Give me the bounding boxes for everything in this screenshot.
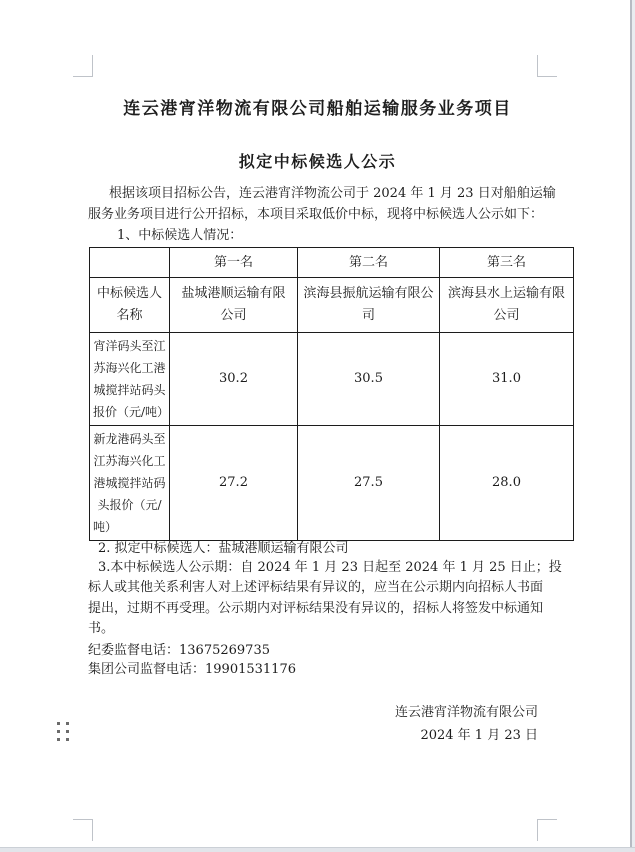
item3-line-4: 书。 — [88, 621, 115, 637]
header-cell-second-place: 第二名 — [298, 248, 440, 278]
price-xiaoyang-candidate-1: 30.2 — [170, 333, 298, 426]
list-item-3-paragraph — [88, 558, 568, 640]
table-header-row — [90, 248, 574, 278]
intro-line-2: 服务业务项目进行公开招标，本项目采取低价中标，现将中标候选人公示如下： — [88, 207, 544, 222]
object-anchor-handle[interactable] — [57, 722, 69, 741]
list-item-2: 2. 拟定中标候选人：盐城港顺运输有限公司 — [98, 541, 349, 556]
list-item-1: 1、中标候选人情况： — [117, 228, 243, 243]
document-subtitle: 拟定中标候选人公示 — [238, 152, 397, 171]
group-phone: 集团公司监督电话：19901531176 — [88, 661, 296, 677]
text-boundary-mark-bottom-right — [537, 819, 557, 841]
item3-line-1: 3.本中标候选人公示期：自 2024 年 1 月 23 日起至 2024 年 1 月 25 日止；投 — [98, 560, 562, 575]
row-label-candidate-name: 中标候选人名称 — [90, 278, 170, 333]
text-boundary-mark-top-right — [537, 55, 557, 77]
window-bottom-edge — [0, 847, 635, 852]
price-xinlonggang-candidate-2: 27.5 — [298, 426, 440, 541]
row-label-price-xinlonggang: 新龙港码头至江苏海兴化工港城搅拌站码头报价（元/吨） — [90, 426, 170, 541]
intro-paragraph — [88, 183, 568, 246]
item3-line-2: 标人或其他关系利害人对上述评标结果有异议的，应当在公示期内向招标人书面 — [88, 580, 544, 596]
price-xiaoyang-candidate-2: 30.5 — [298, 333, 440, 426]
item3-line-3: 提出，过期不再受理。公示期内对评标结果没有异议的，招标人将签发中标通知 — [88, 600, 544, 616]
window-right-edge — [630, 0, 635, 852]
text-boundary-mark-top-left — [73, 55, 93, 77]
supervision-phones — [88, 642, 568, 679]
signature-date: 2024 年 1 月 23 日 — [420, 728, 538, 743]
price-xiaoyang-candidate-3: 31.0 — [440, 333, 574, 426]
header-cell-empty — [90, 248, 170, 278]
header-cell-first-place: 第一名 — [170, 248, 298, 278]
candidate-2-name: 滨海县振航运输有限公司 — [298, 278, 440, 333]
price-xinlonggang-candidate-3: 28.0 — [440, 426, 574, 541]
candidate-1-name: 盐城港顺运输有限公司 — [170, 278, 298, 333]
table-row-candidate-names — [90, 278, 574, 333]
text-boundary-mark-bottom-left — [73, 819, 93, 841]
candidate-3-name: 滨海县水上运输有限公司 — [440, 278, 574, 333]
price-xinlonggang-candidate-1: 27.2 — [170, 426, 298, 541]
table-row-price-xiaoyang — [90, 333, 574, 426]
document-title: 连云港宵洋物流有限公司船舶运输服务业务项目 — [123, 99, 512, 119]
signature-company: 连云港宵洋物流有限公司 — [394, 705, 538, 720]
row-label-price-xiaoyang: 宵洋码头至江苏海兴化工港城搅拌站码头报价（元/吨） — [90, 333, 170, 426]
signature-block — [88, 701, 538, 747]
intro-line-1: 根据该项目招标公告，连云港宵洋物流公司于 2024 年 1 月 23 日对船舶运输 — [109, 186, 556, 201]
discipline-phone: 纪委监督电话：13675269735 — [88, 643, 270, 658]
table-row-price-xinlonggang — [90, 426, 574, 541]
header-cell-third-place: 第三名 — [440, 248, 574, 278]
candidates-table — [89, 247, 574, 541]
